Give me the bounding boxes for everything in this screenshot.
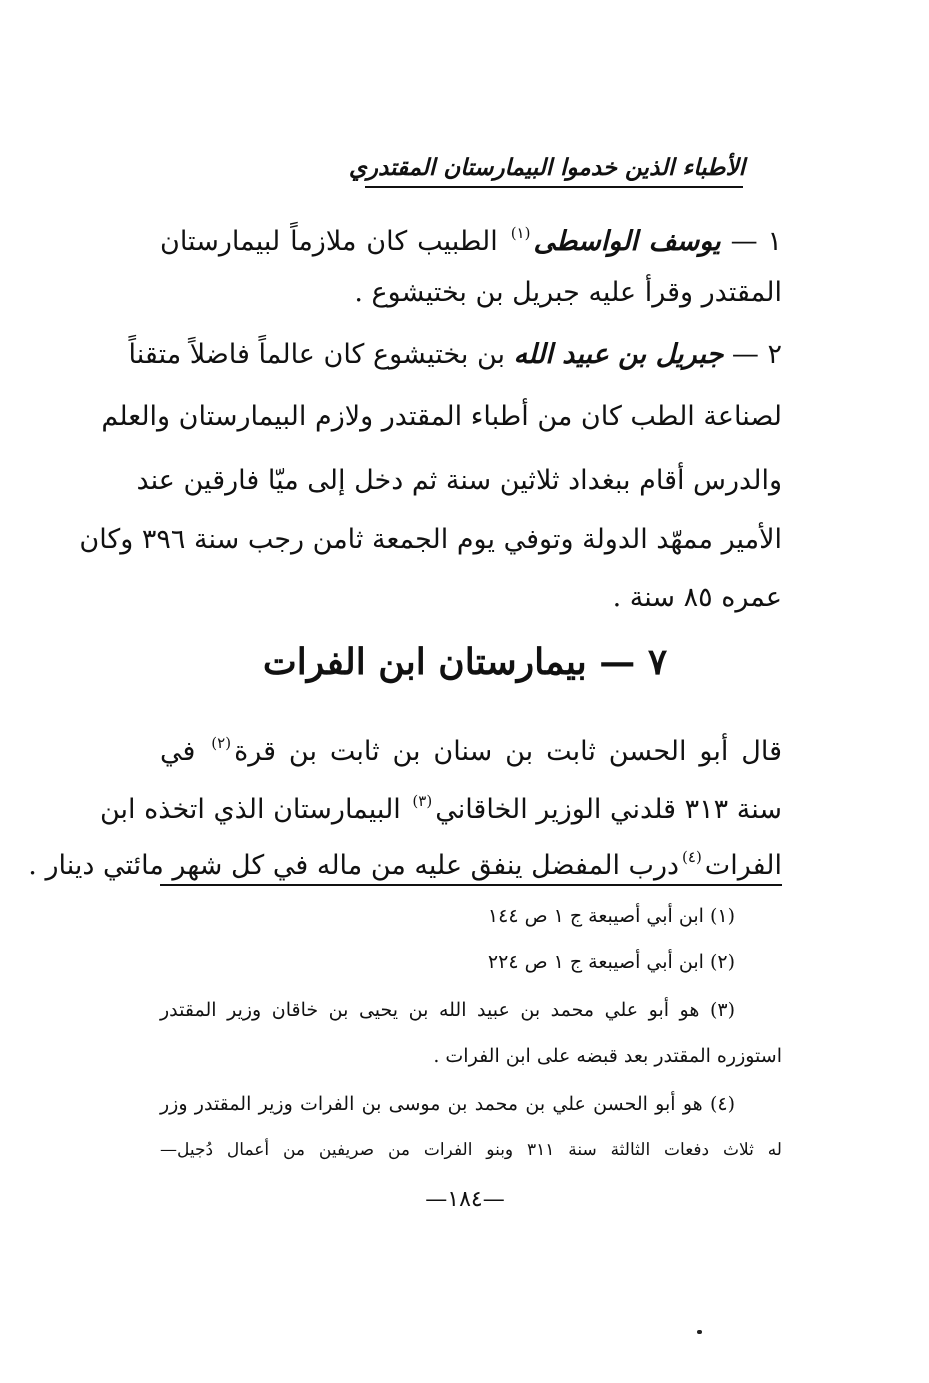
section-para-end-1: في [160, 736, 196, 767]
section-para-text-1: قال أبو الحسن ثابت بن سنان بن ثابت بن قرة [234, 736, 782, 767]
entry-1-text: الطبيب كان ملازماً لبيمارستان [160, 226, 498, 257]
entry-2-name: جبريل بن عبيد الله [513, 339, 724, 370]
footnote-3: (٣) هو أبو علي محمد بن عبيد الله بن يحيى بن خاقان وزير المقتدر [160, 999, 735, 1021]
entry-1-name: يوسف الواسطى [533, 226, 721, 257]
footnote-4-continuation: له ثلاث دفعات الثالثة سنة ٣١١ وبنو الفرات من صريفين من أعمال دُجيل— [160, 1140, 782, 1160]
section-para-end-3: درب المفضل ينفق عليه من ماله في كل شهر مائتي دينار . [28, 850, 680, 881]
footnote-3-continuation: استوزره المقتدر بعد قبضه على ابن الفرات . [433, 1045, 782, 1067]
entry-2-line-4: الأمير ممهّد الدولة وتوفي يوم الجمعة ثامن رجب سنة ٣٩٦ وكان [79, 524, 782, 555]
section-heading: ٧ — بيمارستان ابن الفرات [262, 641, 668, 683]
footnote-4: (٤) هو أبو الحسن علي بن محمد بن موسى بن الفرات وزير المقتدر وزر [160, 1093, 735, 1115]
entry-2-text: بن بختيشوع كان عالماً فاضلاً متقناً [128, 339, 506, 370]
entry-2-line-1 [128, 330, 782, 380]
entry-2-line-2: لصناعة الطب كان من أطباء المقتدر ولازم البيمارستان والعلم [101, 401, 782, 432]
entry-2-line-5: عمره ٨٥ سنة . [612, 582, 782, 613]
footnote-1: (١) ابن أبي أصيبعة ج ١ ص ١٤٤ [487, 905, 735, 927]
section-para-line-2 [99, 776, 782, 835]
section-para-start-3: الفرات [704, 850, 782, 881]
entry-1-line-1 [160, 208, 782, 267]
footnote-2: (٢) ابن أبي أصيبعة ج ١ ص ٢٢٤ [487, 951, 735, 973]
scan-speck [697, 1330, 702, 1334]
footnote-ref-2: (٢) [211, 734, 232, 752]
footnote-rule [160, 884, 782, 886]
page-number: —١٨٤— [425, 1187, 505, 1212]
footnote-ref-3: (٣) [412, 792, 433, 810]
section-para-line-3 [28, 832, 782, 891]
footnote-ref-4: (٤) [682, 848, 702, 866]
entry-2-number: ٢ — [731, 339, 782, 370]
section-para-end-2: البيمارستان الذي اتخذه ابن [99, 794, 401, 825]
entry-1-footnote-ref: (١) [510, 224, 531, 242]
entry-1-number: ١ — [730, 226, 782, 257]
running-head-rule [365, 186, 743, 188]
section-para-start-2: سنة ٣١٣ قلدني الوزير الخاقاني [435, 794, 782, 825]
section-para-line-1 [160, 718, 782, 777]
entry-2-line-3: والدرس أقام ببغداد ثلاثين سنة ثم دخل إلى ميّا فارقين عند [136, 465, 782, 496]
running-head: الأطباء الذين خدموا البيمارستان المقتدري [348, 154, 745, 181]
entry-1-line-2: المقتدر وقرأ عليه جبريل بن بختيشوع . [354, 277, 782, 308]
